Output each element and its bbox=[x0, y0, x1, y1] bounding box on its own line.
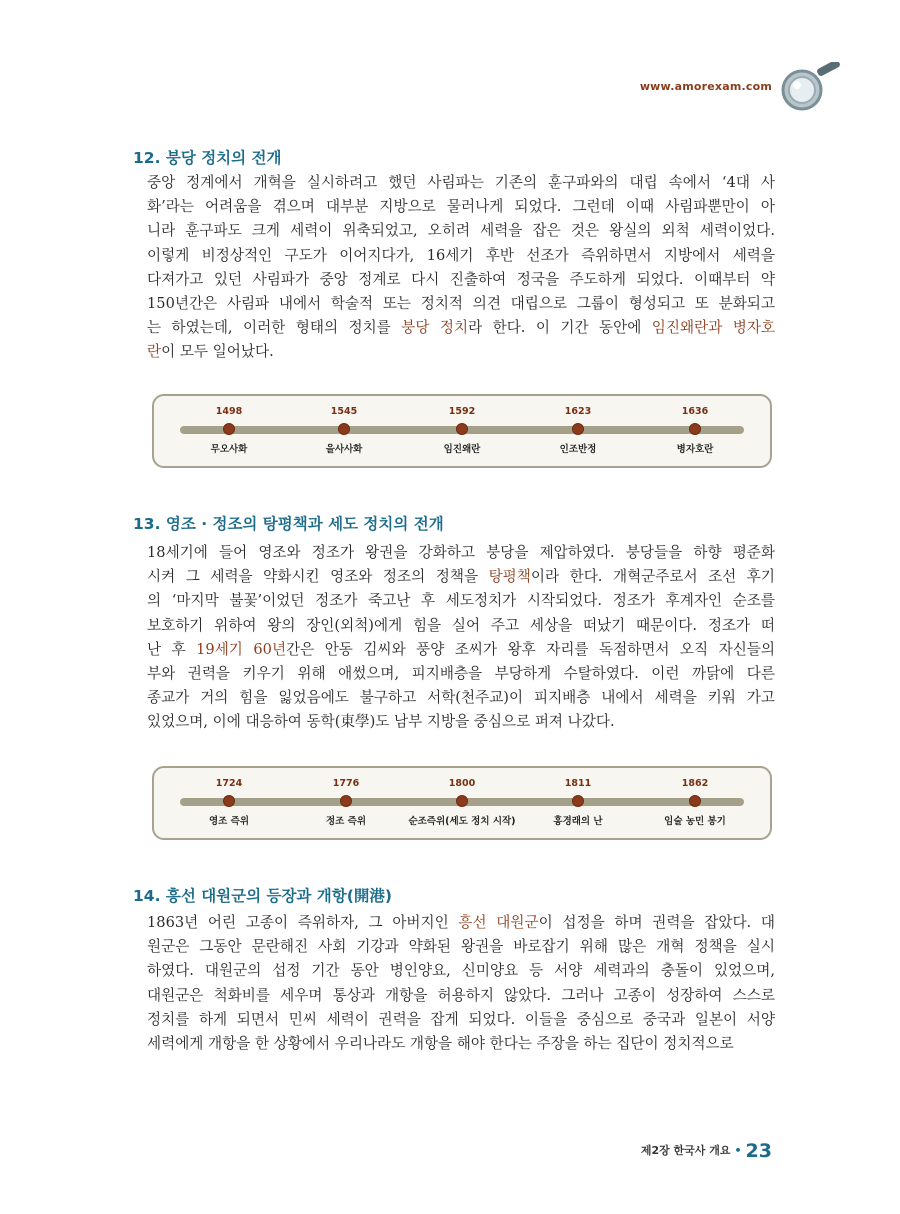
timeline-event bbox=[630, 768, 760, 838]
text-run: 다져가고 있던 사림파가 중앙 정계로 다시 진출하여 정국을 주도하게 되었다. 이때부터 약 bbox=[147, 270, 775, 288]
event-year: 1800 bbox=[448, 778, 476, 789]
text-run: 보호하기 위하여 왕의 장인(외척)에게 힘을 실어 주고 세상을 떠났기 때문이다. 정조가 떠 bbox=[147, 616, 775, 634]
text-run: 이렇게 비정상적인 구도가 이어지다가, 16세기 후반 선조가 즉위하면서 지방에서 세력을 bbox=[147, 246, 775, 264]
text-run: 는 하였는데, 이러한 형태의 정치를 bbox=[147, 319, 402, 337]
event-label: 정조 즉위 bbox=[325, 816, 366, 827]
event-label: 순조즉위(세도 정치 시작) bbox=[408, 816, 516, 827]
timeline-event bbox=[279, 396, 409, 466]
text-line bbox=[147, 662, 775, 686]
event-label: 홍경래의 난 bbox=[553, 816, 603, 827]
text-run: 라 한다. 이 기간 동안에 bbox=[468, 319, 652, 337]
text-run: 정치를 하게 되면서 민씨 세력이 권력을 잡게 되었다. 이들을 중심으로 중국과 일본이 서양 bbox=[147, 1010, 775, 1028]
timeline-event bbox=[630, 396, 760, 466]
text-line bbox=[147, 589, 775, 613]
event-year: 1545 bbox=[330, 406, 358, 417]
timeline-event bbox=[164, 768, 294, 838]
highlight-term: 19세기 60년 bbox=[196, 640, 287, 658]
event-dot bbox=[223, 795, 235, 807]
text-run: 하였다. 대원군의 섭정 기간 동안 병인양요, 신미양요 등 서양 세력과의 충돌이 있었으며, bbox=[147, 962, 775, 980]
event-dot bbox=[689, 795, 701, 807]
event-dot bbox=[340, 795, 352, 807]
text-line bbox=[147, 244, 775, 268]
text-line bbox=[147, 219, 775, 243]
event-year: 1862 bbox=[681, 778, 709, 789]
bullet-icon: • bbox=[734, 1144, 742, 1157]
highlight-term: 흥선 대원군 bbox=[458, 914, 539, 931]
text-line bbox=[147, 984, 775, 1008]
event-label: 영조 즉위 bbox=[208, 816, 249, 827]
text-run: 의 ‘마지막 불꽃’이었던 정조가 죽고난 후 세도정치가 시작되었다. 정조가 후계자인 순조를 bbox=[147, 592, 775, 610]
text-run: 중앙 정계에서 개혁을 실시하려고 했던 사림파는 기존의 훈구파와의 대립 속에서 ‘4대 사 bbox=[147, 174, 775, 191]
section-14-title: 14. 흥선 대원군의 등장과 개항(開港) bbox=[133, 887, 392, 905]
text-run: 니라 훈구파도 크게 세력이 위축되었고, 오히려 세력을 잡은 것은 왕실의 외척 세력이었다. bbox=[147, 222, 775, 240]
text-run: 세력에게 개항을 한 상황에서 우리나라도 개항을 해야 한다는 주장을 하는 집단이 정치적으로 bbox=[147, 1034, 734, 1052]
event-label: 임진왜란 bbox=[443, 444, 481, 455]
section-14-paragraph bbox=[147, 911, 775, 1056]
event-year: 1811 bbox=[564, 778, 592, 789]
event-label: 무오사화 bbox=[210, 444, 248, 455]
highlight-term: 임진왜란과 병자호 bbox=[651, 319, 775, 337]
text-line bbox=[147, 614, 775, 638]
text-run: 화’라는 어려움을 겪으며 대부분 지방으로 물러나게 되었다. 그런데 이때 사림파뿐만이 아 bbox=[147, 198, 775, 216]
text-run: 1863년 어린 고종이 즉위하자, 그 아버지인 bbox=[147, 914, 459, 931]
section-12-paragraph bbox=[147, 171, 775, 365]
event-year: 1498 bbox=[215, 406, 243, 417]
text-line bbox=[147, 316, 775, 340]
text-run: 150년간은 사림파 내에서 학술적 또는 정치적 의견 대립으로 그룹이 형성되고 또 분화되고 bbox=[147, 294, 775, 312]
text-line bbox=[147, 638, 775, 662]
highlight-term: 붕당 정치 bbox=[401, 319, 469, 337]
timeline-event bbox=[513, 396, 643, 466]
text-run: 난 후 bbox=[147, 640, 197, 658]
event-year: 1623 bbox=[564, 406, 592, 417]
text-run: 있었으며, 이에 대응하여 동학(東學)도 남부 지방을 중심으로 퍼져 나갔다. bbox=[147, 713, 615, 731]
text-line bbox=[147, 268, 775, 292]
text-line bbox=[147, 541, 775, 565]
event-dot bbox=[223, 423, 235, 435]
text-run: 시켜 그 세력을 약화시킨 영조와 정조의 정책을 bbox=[147, 568, 489, 586]
timeline-event bbox=[397, 396, 527, 466]
event-year: 1636 bbox=[681, 406, 709, 417]
text-line bbox=[147, 1008, 775, 1032]
text-line bbox=[147, 935, 775, 959]
text-line bbox=[147, 959, 775, 983]
text-line bbox=[147, 710, 775, 734]
event-dot bbox=[572, 795, 584, 807]
text-run: 이라 한다. 개혁군주로서 조선 후기 bbox=[530, 568, 775, 586]
chapter-label: 제2장 한국사 개요 bbox=[640, 1144, 731, 1157]
event-year: 1724 bbox=[215, 778, 243, 789]
event-label: 을사사화 bbox=[325, 444, 363, 455]
text-line bbox=[147, 195, 775, 219]
event-dot bbox=[456, 423, 468, 435]
event-label: 임술 농민 봉기 bbox=[664, 816, 726, 827]
text-run: 이 모두 일어났다. bbox=[161, 343, 274, 361]
event-year: 1592 bbox=[448, 406, 476, 417]
timeline-13 bbox=[152, 766, 772, 840]
text-line bbox=[147, 1032, 775, 1056]
section-13-paragraph bbox=[147, 541, 775, 735]
timeline-event bbox=[397, 768, 527, 838]
text-run: 이 섭정을 하며 권력을 잡았다. 대 bbox=[538, 914, 775, 931]
page-footer bbox=[641, 1140, 772, 1162]
highlight-term: 란 bbox=[147, 343, 162, 361]
timeline-event bbox=[513, 768, 643, 838]
text-line bbox=[147, 292, 775, 316]
text-line bbox=[147, 340, 775, 364]
section-12-title: 12. 붕당 정치의 전개 bbox=[133, 149, 282, 167]
text-line bbox=[147, 686, 775, 710]
highlight-term: 탕평책 bbox=[488, 568, 531, 586]
event-label: 인조반정 bbox=[559, 444, 597, 455]
site-url: www.amorexam.com bbox=[639, 80, 772, 93]
event-dot bbox=[338, 423, 350, 435]
timeline-event bbox=[164, 396, 294, 466]
event-label: 병자호란 bbox=[676, 444, 714, 455]
event-dot bbox=[456, 795, 468, 807]
magnifier-icon bbox=[778, 62, 842, 114]
text-run: 대원군은 척화비를 세우며 통상과 개항을 허용하지 않았다. 그러나 고종이 성장하여 스스로 bbox=[147, 986, 775, 1004]
text-run: 간은 안동 김씨와 풍양 조씨가 왕후 자리를 독점하면서 오직 자신들의 bbox=[286, 640, 775, 658]
text-run: 원군은 그동안 문란해진 사회 기강과 약화된 왕권을 바로잡기 위해 많은 개혁 정책을 실시 bbox=[147, 938, 775, 956]
timeline-event bbox=[281, 768, 411, 838]
event-year: 1776 bbox=[332, 778, 360, 789]
section-13-title: 13. 영조 · 정조의 탕평책과 세도 정치의 전개 bbox=[133, 515, 444, 533]
text-line bbox=[147, 911, 775, 935]
page-number: 23 bbox=[745, 1140, 772, 1162]
text-run: 부와 권력을 키우기 위해 애썼으며, 피지배층을 부당하게 수탈하였다. 이런 까닭에 다른 bbox=[147, 664, 775, 682]
text-line bbox=[147, 171, 775, 195]
event-dot bbox=[572, 423, 584, 435]
text-line bbox=[147, 565, 775, 589]
text-run: 18세기에 들어 영조와 정조가 왕권을 강화하고 붕당을 제압하였다. 붕당들을 하향 평준화 bbox=[147, 544, 775, 561]
text-run: 종교가 거의 힘을 잃었음에도 불구하고 서학(천주교)이 피지배층 내에서 세력을 키워 가고 bbox=[147, 689, 775, 707]
timeline-12 bbox=[152, 394, 772, 468]
event-dot bbox=[689, 423, 701, 435]
